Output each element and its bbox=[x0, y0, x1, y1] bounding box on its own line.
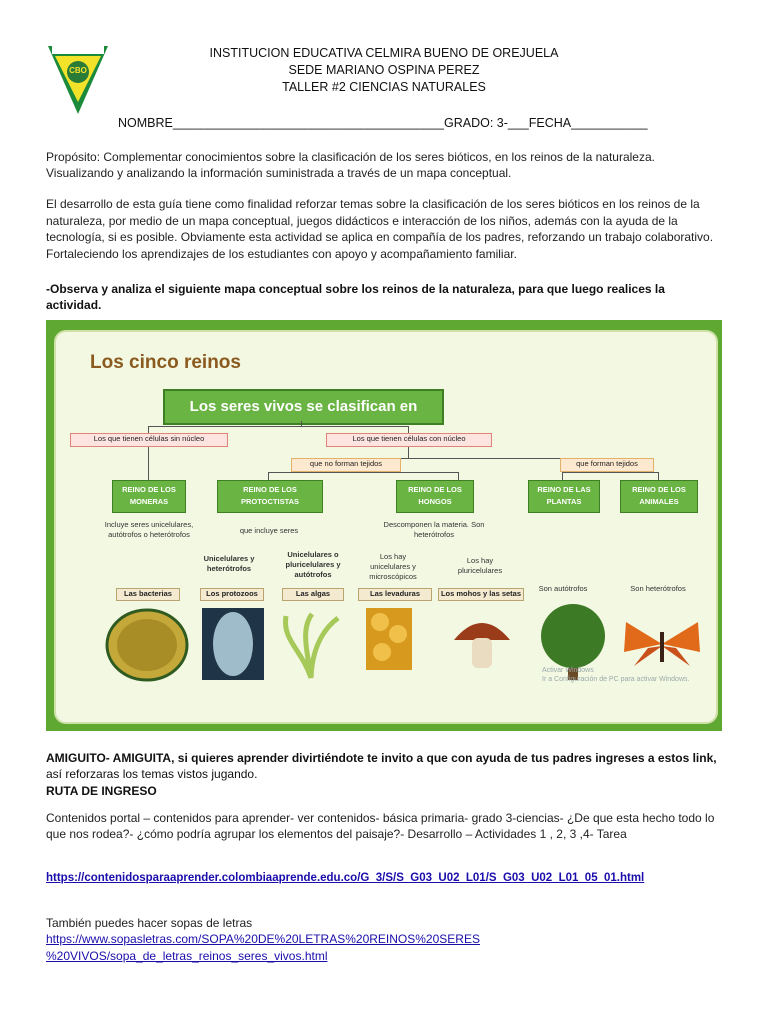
note-unicelulares: Unicelulares y heterótrofos bbox=[203, 554, 255, 573]
amiguito-rest-text: así reforzaras los temas vistos jugando. bbox=[46, 767, 258, 781]
watermark-line1: Activar Windows bbox=[542, 667, 594, 674]
yeast-illustration bbox=[366, 608, 412, 670]
school-name: INSTITUCION EDUCATIVA CELMIRA BUENO DE OREJUELA bbox=[209, 46, 559, 60]
sopas-text: También puedes hacer sopas de letras bbox=[46, 916, 253, 930]
campus-name: SEDE MARIANO OSPINA PEREZ bbox=[288, 63, 480, 77]
nucleus-box: Los que tienen células con núcleo bbox=[326, 433, 492, 447]
bacteria-illustration bbox=[104, 608, 190, 682]
link-contenidos[interactable]: https://contenidosparaaprender.colombiaaprende.edu.co/G_3/S/S_G03_U02_L01/S_G03_U02_L01_05_01.html bbox=[46, 872, 645, 884]
no-tissue-box: que no forman tejidos bbox=[291, 458, 401, 472]
windows-watermark bbox=[542, 666, 689, 684]
instruction-paragraph: -Observa y analiza el siguiente mapa conceptual sobre los reinos de la naturaleza, para que luego realices la actividad. bbox=[46, 282, 665, 312]
note-protoctistas: que incluye seres bbox=[239, 526, 299, 535]
link-sopas-line2[interactable]: %20VIVOS/sopa_de_letras_reinos_seres_vivos.html bbox=[46, 949, 328, 963]
map-main-box: Los seres vivos se clasifican en bbox=[163, 389, 444, 425]
form-line: NOMBRE_______________________________________GRADO: 3-___FECHA___________ bbox=[118, 116, 648, 130]
ruta-text: Contenidos portal – contenidos para aprender- ver contenidos- básica primaria- grado 3-ciencias- ¿De que esta hecho todo lo que nos rodea?- ¿cómo podría agrupar los elementos del paisaje?- Desarrollo – Actividades 1 , 2, 3 ,4- Tarea bbox=[46, 811, 715, 841]
watermark-line2: Ir a Configuración de PC para activar Windows. bbox=[542, 676, 690, 683]
ruta-title: RUTA DE INGRESO bbox=[46, 784, 157, 798]
link-sopas-line1[interactable]: https://www.sopasletras.com/SOPA%20DE%20LETRAS%20REINOS%20SERES bbox=[46, 932, 480, 946]
example-algas: Las algas bbox=[282, 588, 344, 601]
amiguito-paragraph bbox=[46, 750, 722, 782]
example-bacterias: Las bacterias bbox=[116, 588, 180, 601]
kingdom-fungi: REINO DE LOS HONGOS bbox=[396, 480, 474, 513]
mushroom-illustration bbox=[448, 610, 516, 672]
note-moneras: Incluye seres unicelulares, autótrofos o heterótrofos bbox=[104, 520, 194, 539]
tissue-box: que forman tejidos bbox=[560, 458, 654, 472]
protozoa-illustration bbox=[202, 608, 264, 680]
no-nucleus-box: Los que tienen células sin núcleo bbox=[70, 433, 228, 447]
note-loshay-pluri: Los hay pluricelulares bbox=[457, 556, 503, 575]
logo-text: CBO bbox=[69, 66, 87, 75]
butterfly-illustration bbox=[620, 618, 704, 670]
kingdom-protoctista: REINO DE LOS PROTOCTISTAS bbox=[217, 480, 323, 513]
concept-map bbox=[46, 320, 722, 731]
development-paragraph: El desarrollo de esta guía tiene como finalidad reforzar temas sobre la clasificación de los seres bióticos en los reinos de la naturaleza, por medio de un mapa conceptual, juegos didácticos e interacción de los niños, además con la ayuda de la tecnología, si es posible. Obviamente esta actividad se aplica en compañía de los padres, reforzando un trabajo colaborativo. Fortaleciendo los aprendizajes de los estudiantes con apoyo y acompañamiento familiar. bbox=[46, 197, 714, 261]
note-animales: Son heterótrofos bbox=[630, 584, 686, 593]
note-loshay-uni: Los hay unicelulares y microscópicos bbox=[369, 552, 417, 581]
note-pluricelulares: Unicelulares o pluricelulares y autótrofos bbox=[285, 550, 341, 579]
note-plantas: Son autótrofos bbox=[538, 584, 588, 593]
example-levaduras: Las levaduras bbox=[358, 588, 432, 601]
example-protozoos: Los protozoos bbox=[200, 588, 264, 601]
purpose-paragraph: Propósito: Complementar conocimientos sobre la clasificación de los seres bióticos, en los reinos de la naturaleza. Visualizando y analizando la información suministrada a través de un mapa conceptual. bbox=[46, 150, 655, 180]
kingdom-animalia: REINO DE LOS ANIMALES bbox=[620, 480, 698, 513]
amiguito-bold-text: AMIGUITO- AMIGUITA, si quieres aprender divirtiéndote te invito a que con ayuda de tus padres ingreses a estos link, bbox=[46, 751, 717, 765]
algae-illustration bbox=[272, 610, 350, 680]
kingdom-monera: REINO DE LOS MONERAS bbox=[112, 480, 186, 513]
note-hongos: Descomponen la materia. Son heterótrofos bbox=[383, 520, 485, 539]
workshop-title: TALLER #2 CIENCIAS NATURALES bbox=[282, 80, 486, 94]
map-title: Los cinco reinos bbox=[90, 352, 241, 373]
kingdom-plantae: REINO DE LAS PLANTAS bbox=[528, 480, 600, 513]
example-mohos: Los mohos y las setas bbox=[438, 588, 524, 601]
